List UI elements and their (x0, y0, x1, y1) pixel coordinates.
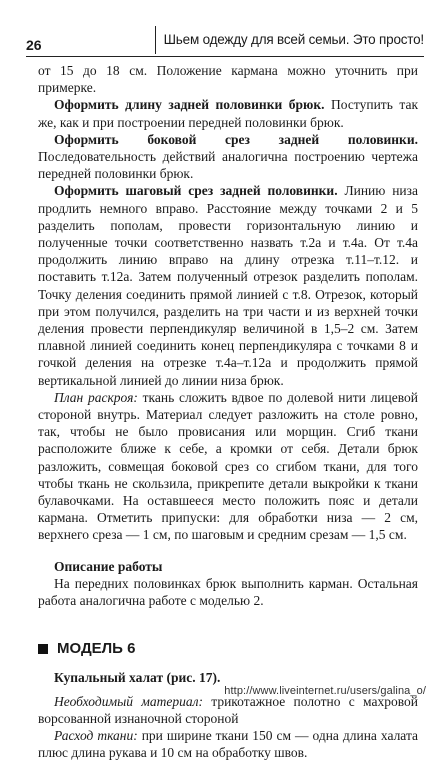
paragraph-4-text: Линию низа продлить немного вправо. Расстояние между точками 2 и 5 разделить пополам, провести горизонтальную линию и полученные точки соответственно назвать т.2а и т.4а. От т.4а продолжить линию вправо на длину отрезка т.11–т.12. и поставить т.12а. Затем полученный отрезок разделить пополам. Точку деления соединить прямой линией с т.8. Отрезок, который при этом получился, разделить на три части и из верхней точки деления провести перпендикуляр величиной в 1,5–2 см. Затем плавной линией соединить конец перпендикуляра с точками 8 и гочкой деления на отрезке т.4а–т.12а и продолжить прямой вертикальной линией до линии низа брюк. (38, 183, 418, 388)
paragraph-5-label: План раскроя: (54, 389, 138, 405)
paragraph-8-label: Расход ткани: (54, 727, 138, 743)
paragraph-1: от 15 до 18 см. Положение кармана можно уточнить при примерке. (38, 63, 418, 96)
paragraph-3-text: Последовательность действий аналогична построению чертежа передней половинки брюк. (38, 149, 418, 182)
paragraph-5-text: ткань сложить вдвое по долевой нити лицевой стороной внутрь. Материал следует разложить на столе ровно, так, чтобы не было провисания или морщин. Сгиб ткани расположите ближе к себе, а кромки от себя. Детали брюк разложить, совмещая боковой срез со сгибом ткани, для того чтобы ткань не скользила, прикрепите детали выкройки к ткани булавочками. На оставшееся место положить пояс и детали кармана. Отметить припуски: для обработки низа — 2 см, верхнего среза — 1 см, по шаговым и средним срезам — 1,5 см. (38, 389, 418, 543)
page-number: 26 (26, 37, 42, 53)
paragraph-7-label: Необходимый материал: (54, 693, 203, 709)
paragraph-2-heading: Оформить длину задней половинки брюк. (54, 97, 325, 113)
garment-title: Купальный халат (рис. 17). (54, 670, 221, 686)
paragraph-3-heading: Оформить боковой срез задней половинки. (54, 131, 418, 147)
paragraph-7 (38, 693, 418, 727)
paragraph-3 (38, 131, 418, 183)
paragraph-8 (38, 727, 418, 761)
paragraph-7-text: трикотажное полотно с махровой ворсованной изнаночной стороной (38, 693, 418, 726)
model-title: МОДЕЛЬ 6 (57, 640, 136, 658)
square-bullet-icon (38, 644, 48, 654)
paragraph-6: На передних половинках брюк выполнить карман. Остальная работа аналогична работе с моделью 2. (38, 575, 418, 609)
paragraph-2-text: Поступить так же, как и при построении передней половинки брюк. (38, 97, 419, 130)
paragraph-2 (38, 96, 418, 130)
watermark-url: http://www.liveinternet.ru/users/galina_o/ (224, 685, 426, 697)
paragraph-4-heading: Оформить шаговый срез задней половинки. (54, 183, 338, 199)
running-title: Шьем одежду для всей семьи. Это просто! (155, 26, 424, 54)
paragraph-8-text: при ширине ткани 150 см — одна длина халата плюс длина рукава и 10 см на обработку швов. (38, 727, 419, 761)
section-subheading: Описание работы (54, 558, 163, 574)
paragraph-5 (38, 389, 418, 544)
page-body (38, 62, 418, 761)
paragraph-4 (38, 182, 418, 388)
model-heading (38, 639, 418, 659)
running-header (26, 26, 424, 57)
